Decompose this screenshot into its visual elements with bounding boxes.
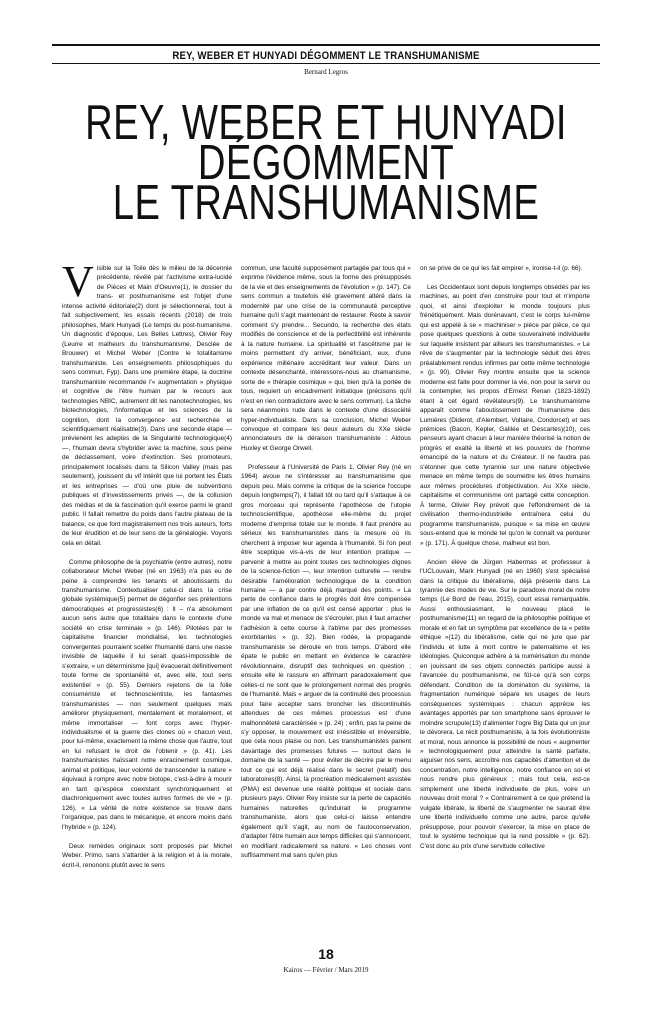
article-title (0, 96, 652, 230)
article-column-2 (241, 264, 411, 954)
running-header-title: REY, WEBER ET HUNYADI DÉGOMMENT LE TRANSHUMANISME (172, 50, 480, 62)
paragraph: commun, une faculté supposément partagée par tous qui « exprime l'évidence même, sous la forme des présupposés de la vie et des enseignements de l'évolution » (p. 147). Ce sens commun a toutefois été gravement altéré dans la modernité par une crise de la communauté perceptive humaine qu'il s'agit maintenant de restaurer. Reste à savoir comment s'y prendre... Secundo, la recherche des états modifiés de conscience et de la perfectibilité est inhérente à la nature humaine. La spiritualité et l'ascétisme par le moins permettent d'y arriver, bénéficiant, eux, d'une expérience millénaire accréditant leur valeur. Dans un contexte désenchanté, intéressons-nous au chamanisme, sorte de « thérapie cosmique » qui, bien qu'à la portée de tous, requiert un encadrement initiatique (précisons qu'il n'est en rien contradictoire avec le sens commun). La tâche sera néanmoins rude dans le contexte d'une dissociété hyper-individualiste. Dans sa conclusion, Michel Weber convoque et compare les deux auteurs du XXe siècle annonciateurs de la déraison transhumaniste : Aldous Huxley et George Orwell. (241, 265, 411, 452)
paragraph: Comme philosophe de la psychiatrie (entre autres), notre collaborateur Michel Weber (né en 1963) n'a pas eu de peine à comprendre les tenants et aboutissants du transhumanisme. Contextualiser celui-ci dans la crise globale systémique(5) permet de dégonfler ses prétentions démocratiques et progressistes(6) : Il – n'a absolument aucun sens autre que totalitaire dans le contexte d'une société en crise terminale » (p. 146). Pilotées par le capitalisme financier mondialisé, les technologies convergentes pourraient sceller l'humanité dans une nasse invisible de laquelle il lui serait quasi-impossible de s'extraire, « un déterminisme [qui] évacuerait définitivement toute forme de spontanéité et, avec elle, tout sens existentiel » (p. 55). Derniers rejetons de la folie consumériste et technoscientiste, les fantasmes transhumanistes — non seulement quelques mais améliorer physiquement, mentalement et moralement, et même immortaliser — font corps avec l'hyper-individualisme et la guerre des clones où « chacun veut, pour lui-même, exactement la même chose que l'autre, tout en lui refusant le droit de l'obtenir » (p. 41). Les transhumanistes haïssant notre enracinement cosmique, animal et politique, leur volonté de transcender la nature « équivaut à rompre avec notre biotope, c'est-à-dire à mourir en tant qu'espèce coexistant synchroniquement et diachroniquement avec toutes autres formes de vie » (p. 126). « La vérité de notre existence se trouve dans l'organique, pas dans le mécanique, et encore moins dans l'hybride » (p. 124). (62, 558, 232, 831)
title-line-2: DÉGOMMENT (197, 136, 455, 190)
header-top-rule (52, 44, 600, 46)
drop-cap: V (62, 264, 94, 306)
article-column-3 (420, 264, 590, 954)
paragraph (62, 264, 232, 548)
paragraph: on se prive de ce qui les fait empirer », ironise-t-il (p. 66). (420, 265, 583, 272)
header-bottom-rule (52, 63, 600, 64)
paragraph: Ancien élève de Jürgen Habermas et professeur à l'UCLouvain, Mark Hunyadi (né en 1960) s'est spécialisé dans la critique du libéralisme, déjà présente dans La tyrannie des modes de vie. Sur le paradoxe moral de notre temps (Le Bord de l'eau, 2015), court essai remarquable. Aussi enthousiasmant, le nouveau placé le posthumanisme(11) en regard de la philosophie politique et morale et en fait un symptôme par excellence de la « petite éthique »(12) du libéralisme, celle qui ne jure que par l'individu et lutte à mort contre le paternalisme et les idéologies. Quiconque adhère à la numérisation du monde en jouissant de ses objets connectés participe aussi à l'avancée du posthumanisme, ne fût-ce qu'à son corps défendant. Condition de la domination du système, la fragmentation numérique sépare les usages de leurs conséquences systémiques : chacun apprécie les avantages apportés par son smartphone sans éprouver le moindre scrupule(13) d'alimenter l'ogre Big Data qui un jour le dévorera. Le récit posthumaniste, à la fois évolutionniste et moral, nous annonce la possibilité de nous « augmenter » technologiquement pour atteindre la santé parfaite, aiguiser nos sens, accroître nos capacités d'attention et de concentration, notre intelligence, notre confiance en soi et nous rendre plus généreux ; mais tout cela, est-ce simplement une liberté individuelle de plus, voire un nouveau droit moral ? « Contrairement à ce que prétend la vulgate libérale, la liberté de s'augmenter ne saurait être une liberté individuelle comme une autre, parce qu'elle présuppose, pour pouvoir s'exercer, la mise en place de tout le système technique qui la rend possible » (p. 62). C'est donc au prix d'une servitude collective (420, 558, 590, 850)
title-line-1: REY, WEBER ET HUNYADI (85, 96, 567, 150)
article-column-1 (62, 264, 232, 954)
title-line-3: LE TRANSHUMANISME (112, 176, 540, 230)
paragraph: Les Occidentaux sont depuis longtemps obsédés par les machines, au point d'en construire pour tout et n'importe quoi, et ainsi d'exploiter le monde toujours plus frénétiquement. Mais dorénavant, c'est le corps lui-même qui est appelé à se « machiniser » pièce par pièce, ce qui pose quelques questions à cette souveraineté individuelle sur laquelle insistent par ailleurs les transhumanistes. « Le rêve de s'augmenter par la technologie séduit des êtres préalablement rendus infirmes par cette même technologie » (p. 90). Olivier Rey montre ensuite que la science moderne est faite pour dominer la vie, non pour la servir ou la contempler, les propos d'Ernest Renan (1823-1892) étant à cet égard révélateurs(9). Le transhumanisme apparaît comme l'aboutissement de l'humanisme des Lumières (Diderot, d'Alembert, Voltaire, Condorcet) et ses prémices (Bacon, Kepler, Galilée et Descartes)(10), ces penseurs ayant chacun à leur manière théorisé la notion de progrès et exalté la liberté et les pouvoirs de l'homme émancipé de la nature et du Créateur. Il ne faudra pas s'étonner que cette tyrannie sur une nature objectivée menace en même temps de soumettre les êtres humains aux mêmes procédures d'objectivation. Au XXe siècle, capitalisme et communisme ont partagé cette conception. À terme, Olivier Rey prévoit que l'effondrement de la civilisation thermo-industrielle entraînera celui du programme transhumaniste, puisque « sa mise en œuvre sous-entend que le monde tel qu'on le connaît va perdurer » (p. 171). À quelque chose, malheur est bon. (420, 283, 590, 547)
paragraph: Professeur à l'Université de Paris 1, Olivier Rey (né en 1964) avoue ne s'intéresser au transhumanisme que depuis peu. Mais comme la critique de la science l'occupe depuis longtemps(7), il fallait tôt ou tard qu'il s'attaque à ce gros morceau qui représente l'apothéose de l'utopie technoscientifique, apothéose elle-même du projet moderne d'emprise totale sur le monde. Il faut prendre au sérieux les transhumanistes dans la mesure où ils cherchent à imposer leur agenda à l'humanité. Si l'on peut être sceptique vis-à-vis de leur intention pratique — parvenir à mettre au point toutes ces technologies dignes de la science-fiction —, leur intention culturelle — rendre désirable l'amélioration technologique de la condition humaine — a par contre déjà marqué des points. « La perte de confiance dans le progrès doit être compensée par une inflation de ce qu'il est censé apporter : plus le monde va mal et menace de s'écrouler, plus il faut arracher l'adhésion à cette course à l'abîme par des promesses exorbitantes » (p. 32). Bien rodée, la propagande transhumaniste se déroule en trois temps. D'abord elle épate le public en mettant en évidence le caractère révolutionnaire, disruptif des techniques en question ; ensuite elle le rassure en affirmant paradoxalement que celles-ci ne sont que le prolongement normal des progrès de l'humanité. Mais « arguer de la continuité des processus pour faire accepter sans broncher les discontinuités attendues de ces mêmes processus est d'une malhonnêteté caractérisée » (p. 24) ; enfin, pas la peine de s'y opposer, le mouvement est irrésistible et irréversible, que cela nous plaise ou non. Les transhumanistes parient davantage des promesses futures — surtout dans le domaine de la santé — pour éviter de décrire par le menu tout ce qui est déjà réalisé dans le secret (relatif) des laboratoires(8). Ainsi, la procréation médicalement assistée (PMA) est devenue une réalité politique et sociale dans plusieurs pays. Olivier Rey insiste sur la perte de capacités humaines naturelles qu'induirait le programme transhumaniste, alors que celui-ci laisse entendre également qu'il s'agit, au nom de l'autoconservation, d'adapter l'être humain aux temps difficiles qui s'annoncent, en modifiant radicalement sa nature. « Les choses vont suffisamment mal sans qu'en plus (241, 463, 411, 860)
running-header-author: Bernard Legros (304, 68, 348, 76)
publication-footer: Kairos — Février / Mars 2019 (283, 966, 369, 974)
page-number: 18 (318, 946, 334, 962)
paragraph-text: isible sur la Toile dès le milieu de la décennie précédente, révélé par l'activisme extra-lucide de Pièces et Main d'Oeuvre(1), le dossier du trans- et posthumanisme est l'objet d'une intense activité éditoriale(2) dont je sélectionnerai, tout à fait subjectivement, les essais récents (2018) de trois philosophes, Mark Hunyadi (Le temps du post-humanisme. Un diagnostic d'époque, Les Belles Lettres), Olivier Rey (Leurre et malheurs du transhumanisme, Desclée de Brouwer) et Michel Weber (Contre le totalitarisme transhumaniste. Les enseignements philosophiques du sens commun, Fyp). Dans une première étape, la doctrine transhumaniste recommande l'« augmentation » physique et cognitive de l'être humain par le recours aux technologies NBIC, autrement dit les nanotechnologies, les biotechnologies, l'informatique et les sciences de la cognition, dont la convergence est recherchée et scientifiquement réalisable(3). Dans une seconde étape — prévienent les adeptes de la Singularité technologique(4) —, l'humain devra s'hybrider avec la machine, sous peine de déclassement, voire d'extinction. Ses promoteurs, principalement localisés dans la Silicon Valley (mais pas seulement), jouissent du vif intérêt que lui portent les États et les entreprises — d'où une pluie de subventions publiques et d'investissements privés —, de la collusion des médias et de la fascination qu'il exerce parmi le grand public. Il fallait remettre du poids dans l'autre plateau de la balance, ce que font magistralement nos trois auteurs, forts de leur érudition et de leur sens de la généalogie. Voyons cela en détail. (62, 265, 232, 547)
paragraph: Deux remèdes originaux sont proposés par Michel Weber. Primo, sans s'attarder à la religion et à la morale, écrit-il, renonons plutôt avec le sens (62, 842, 232, 869)
